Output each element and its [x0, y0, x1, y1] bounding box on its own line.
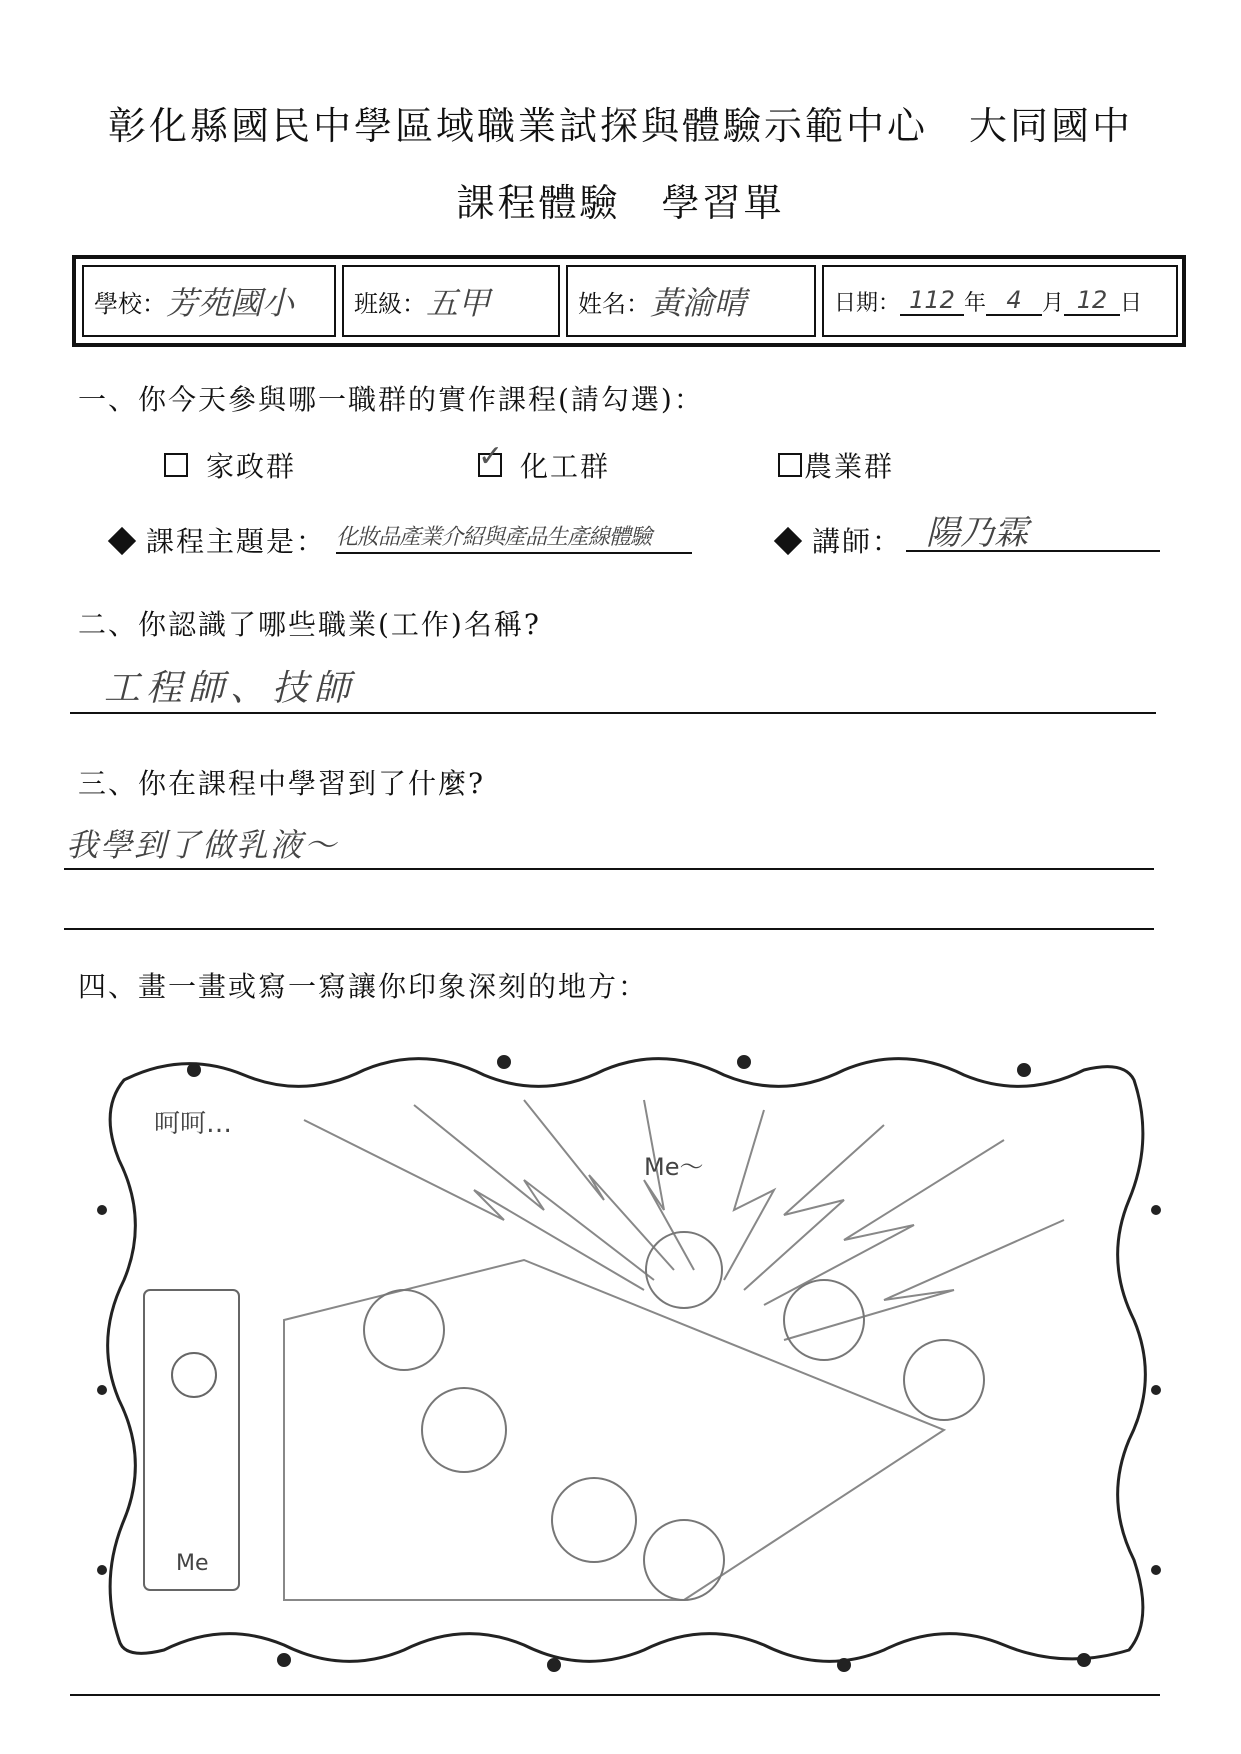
drawing-text-me-frame: Me [176, 1551, 209, 1576]
name-label: 姓名： [578, 289, 650, 318]
answer-3-line-2 [64, 928, 1154, 930]
date-month[interactable]: 4 [986, 286, 1042, 316]
light-rays [304, 1100, 1064, 1340]
page-title: 彰化縣國民中學區域職業試探與體驗示範中心 大同國中 [107, 104, 1133, 148]
option-home-economics[interactable] [164, 445, 296, 485]
date-label: 日期： [834, 290, 901, 316]
school-value[interactable]: 芳苑國小 [166, 284, 295, 322]
drawing-text-me-top: Me～ [644, 1153, 704, 1181]
date-day[interactable]: 12 [1064, 286, 1120, 316]
topic-value[interactable]: 化妝品產業介紹與產品生產線體驗 [336, 525, 652, 550]
question-1: 一、你今天參與哪一職群的實作課程(請勾選)： [78, 383, 704, 416]
page-subtitle: 課程體驗 學習單 [456, 181, 785, 225]
scroll-frame [144, 1290, 239, 1590]
topic-underline [336, 552, 692, 554]
answer-3-line-1 [64, 868, 1154, 870]
date-day-unit: 日 [1120, 290, 1143, 316]
topic-row [112, 520, 326, 560]
diamond-bullet-icon [108, 526, 136, 554]
teacher-underline [906, 550, 1160, 552]
option-chemical[interactable] [478, 439, 611, 485]
frame-decorations [98, 1056, 1160, 1671]
teacher-value[interactable]: 陽乃霖 [926, 513, 1028, 553]
class-value[interactable]: 五甲 [426, 284, 491, 322]
date-cell [822, 265, 1178, 337]
option-label: 農業群 [804, 450, 895, 483]
checkbox-agriculture[interactable] [778, 453, 802, 477]
question-2: 二、你認識了哪些職業(工作)名稱? [78, 608, 541, 641]
school-cell [82, 265, 336, 337]
topic-label: 課程主題是： [146, 525, 327, 558]
bottom-line [70, 1694, 1160, 1696]
drawing-area [84, 1040, 1174, 1680]
checkbox-chemical[interactable] [478, 439, 506, 477]
name-cell [566, 265, 816, 337]
people-sketch [364, 1232, 984, 1600]
option-agriculture[interactable] [778, 445, 894, 485]
diamond-bullet-icon [774, 526, 802, 554]
class-label: 班級： [354, 289, 426, 318]
question-3: 三、你在課程中學習到了什麼? [78, 767, 486, 800]
question-4: 四、畫一畫或寫一寫讓你印象深刻的地方： [78, 970, 649, 1003]
drawing-text-laugh: 呵呵… [154, 1109, 233, 1139]
option-label: 家政群 [206, 450, 297, 483]
date-month-unit: 月 [1042, 290, 1065, 316]
teacher-row [778, 520, 902, 560]
class-cell [342, 265, 560, 337]
table-sketch [284, 1260, 944, 1600]
date-year[interactable]: 112 [900, 286, 964, 316]
answer-2[interactable]: 工程師、技師 [104, 668, 357, 709]
check-icon: ✓ [478, 439, 506, 474]
answer-2-line [70, 712, 1156, 714]
info-table [72, 255, 1186, 347]
teacher-label: 講師： [812, 525, 903, 558]
option-label: 化工群 [520, 450, 611, 483]
name-value[interactable]: 黃渝晴 [650, 284, 747, 322]
date-year-unit: 年 [964, 290, 987, 316]
school-label: 學校： [94, 289, 166, 318]
answer-3[interactable]: 我學到了做乳液～ [66, 826, 339, 864]
checkbox-home-economics[interactable] [164, 453, 188, 477]
